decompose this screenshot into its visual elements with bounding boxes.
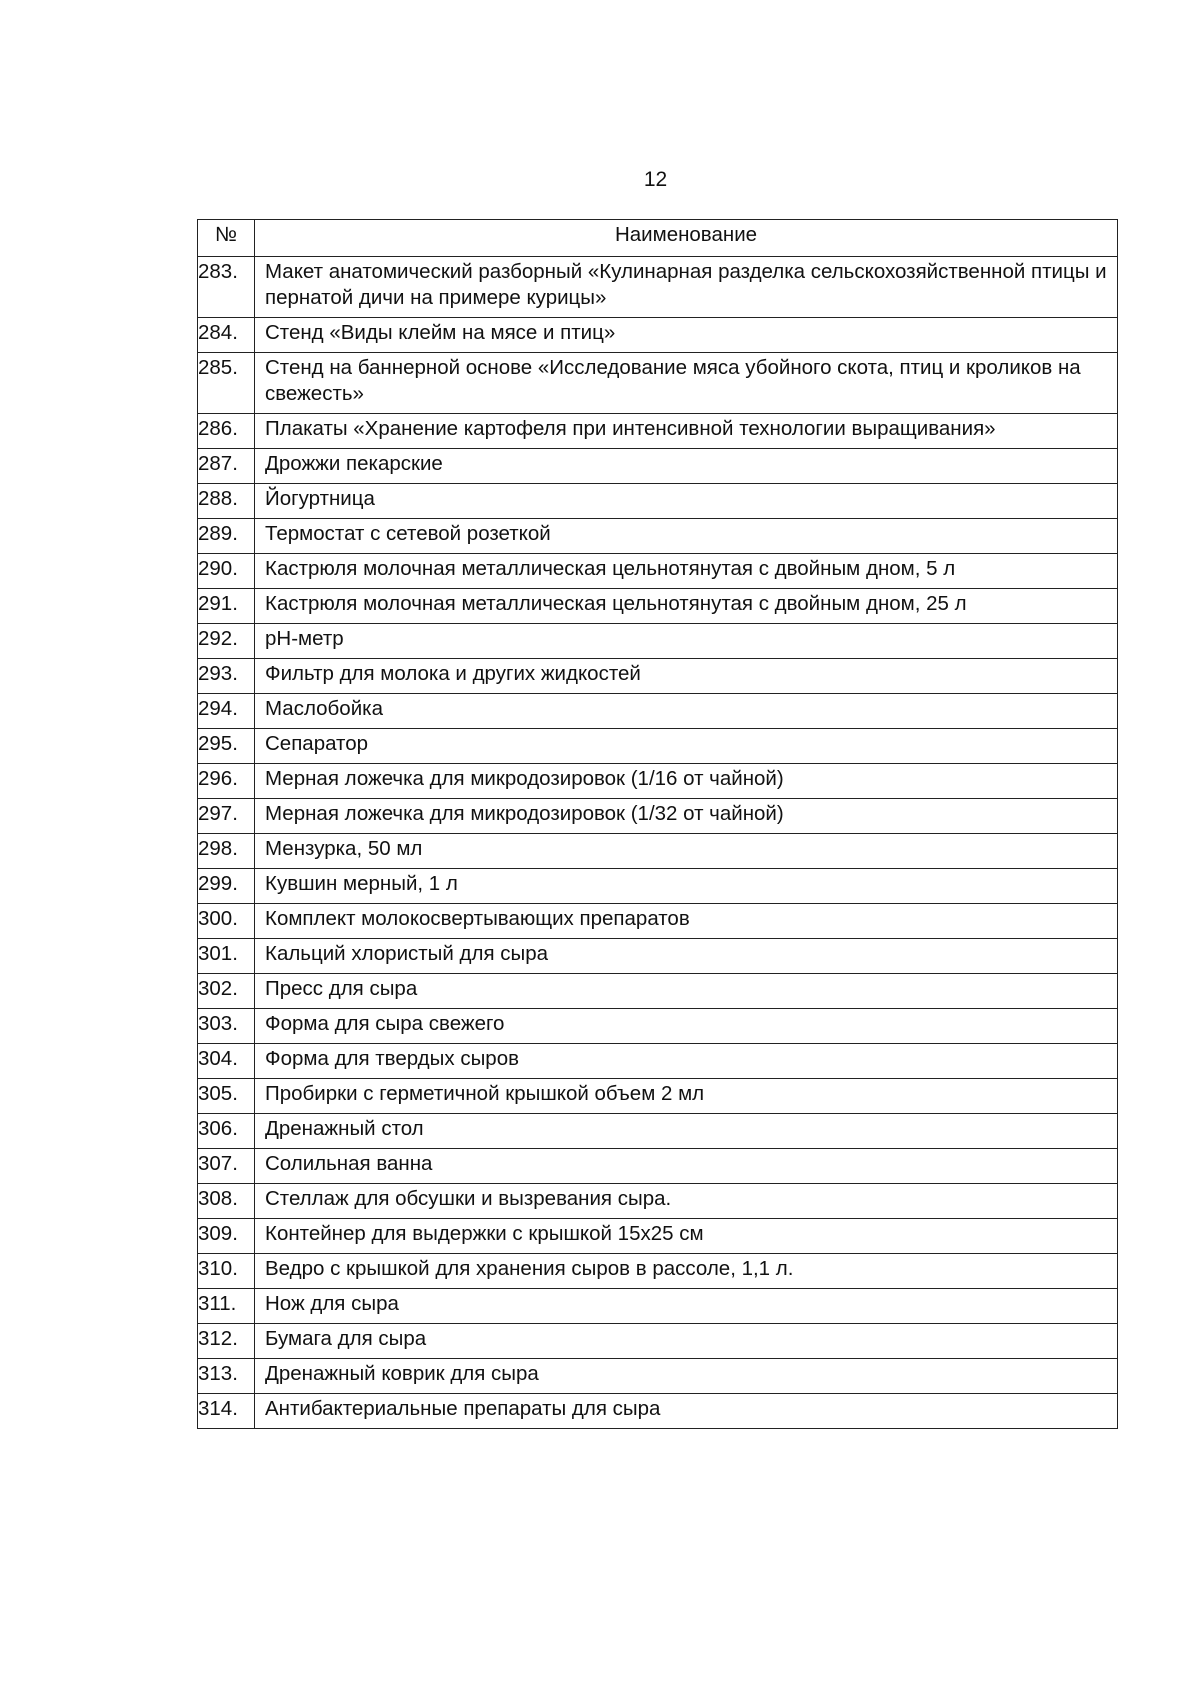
table-row <box>198 799 1118 834</box>
table-row <box>198 449 1118 484</box>
table-row <box>198 1184 1118 1219</box>
table-row <box>198 624 1118 659</box>
row-number: 312. <box>198 1324 255 1359</box>
item-name: Солильная ванна <box>255 1149 1118 1184</box>
table-row <box>198 869 1118 904</box>
table-row <box>198 904 1118 939</box>
item-name: Мензурка, 50 мл <box>255 834 1118 869</box>
table-row <box>198 834 1118 869</box>
item-name: Мерная ложечка для микродозировок (1/32 от чайной) <box>255 799 1118 834</box>
row-number: 287. <box>198 449 255 484</box>
table-row <box>198 1289 1118 1324</box>
table-row <box>198 257 1118 318</box>
row-number: 285. <box>198 353 255 414</box>
column-header-name: Наименование <box>255 220 1118 257</box>
item-name: Стеллаж для обсушки и вызревания сыра. <box>255 1184 1118 1219</box>
table-row <box>198 414 1118 449</box>
item-name: Макет анатомический разборный «Кулинарная разделка сельскохозяйственной птицы и пернатой дичи на примере курицы» <box>255 257 1118 318</box>
table-row <box>198 1219 1118 1254</box>
row-number: 300. <box>198 904 255 939</box>
item-name: Форма для твердых сыров <box>255 1044 1118 1079</box>
item-name: Плакаты «Хранение картофеля при интенсивной технологии выращивания» <box>255 414 1118 449</box>
table-row <box>198 1149 1118 1184</box>
item-name: pH-метр <box>255 624 1118 659</box>
table-row <box>198 1009 1118 1044</box>
table-row <box>198 1394 1118 1429</box>
table-row <box>198 1324 1118 1359</box>
item-name: Антибактериальные препараты для сыра <box>255 1394 1118 1429</box>
column-header-number: № <box>198 220 255 257</box>
table-row <box>198 764 1118 799</box>
row-number: 306. <box>198 1114 255 1149</box>
table-row <box>198 1359 1118 1394</box>
item-name: Пресс для сыра <box>255 974 1118 1009</box>
table-row <box>198 659 1118 694</box>
row-number: 299. <box>198 869 255 904</box>
row-number: 291. <box>198 589 255 624</box>
item-name: Кастрюля молочная металлическая цельнотянутая с двойным дном, 25 л <box>255 589 1118 624</box>
row-number: 288. <box>198 484 255 519</box>
items-table <box>197 219 1118 1429</box>
table-row <box>198 589 1118 624</box>
item-name: Нож для сыра <box>255 1289 1118 1324</box>
row-number: 311. <box>198 1289 255 1324</box>
item-name: Комплект молокосвертывающих препаратов <box>255 904 1118 939</box>
item-name: Контейнер для выдержки с крышкой 15х25 см <box>255 1219 1118 1254</box>
row-number: 296. <box>198 764 255 799</box>
table-body <box>198 257 1118 1429</box>
table-row <box>198 519 1118 554</box>
table-row <box>198 729 1118 764</box>
row-number: 283. <box>198 257 255 318</box>
row-number: 303. <box>198 1009 255 1044</box>
item-name: Йогуртница <box>255 484 1118 519</box>
row-number: 314. <box>198 1394 255 1429</box>
item-name: Форма для сыра свежего <box>255 1009 1118 1044</box>
item-name: Фильтр для молока и других жидкостей <box>255 659 1118 694</box>
row-number: 295. <box>198 729 255 764</box>
item-name: Мерная ложечка для микродозировок (1/16 от чайной) <box>255 764 1118 799</box>
row-number: 297. <box>198 799 255 834</box>
row-number: 301. <box>198 939 255 974</box>
table-row <box>198 1044 1118 1079</box>
row-number: 293. <box>198 659 255 694</box>
item-name: Стенд на баннерной основе «Исследование мяса убойного скота, птиц и кроликов на свежесть» <box>255 353 1118 414</box>
table-row <box>198 318 1118 353</box>
table-row <box>198 694 1118 729</box>
page-number: 12 <box>643 168 668 191</box>
table-row <box>198 1254 1118 1289</box>
row-number: 309. <box>198 1219 255 1254</box>
table-row <box>198 1114 1118 1149</box>
item-name: Ведро с крышкой для хранения сыров в рассоле, 1,1 л. <box>255 1254 1118 1289</box>
table-row <box>198 554 1118 589</box>
item-name: Дренажный стол <box>255 1114 1118 1149</box>
item-name: Дренажный коврик для сыра <box>255 1359 1118 1394</box>
row-number: 284. <box>198 318 255 353</box>
table-row <box>198 939 1118 974</box>
item-name: Термостат с сетевой розеткой <box>255 519 1118 554</box>
row-number: 290. <box>198 554 255 589</box>
table-row <box>198 1079 1118 1114</box>
row-number: 304. <box>198 1044 255 1079</box>
row-number: 292. <box>198 624 255 659</box>
row-number: 305. <box>198 1079 255 1114</box>
row-number: 298. <box>198 834 255 869</box>
row-number: 294. <box>198 694 255 729</box>
table-row <box>198 353 1118 414</box>
row-number: 286. <box>198 414 255 449</box>
row-number: 308. <box>198 1184 255 1219</box>
item-name: Пробирки с герметичной крышкой объем 2 мл <box>255 1079 1118 1114</box>
item-name: Кастрюля молочная металлическая цельнотянутая с двойным дном, 5 л <box>255 554 1118 589</box>
item-name: Дрожжи пекарские <box>255 449 1118 484</box>
item-name: Кальций хлористый для сыра <box>255 939 1118 974</box>
item-name: Стенд «Виды клейм на мясе и птиц» <box>255 318 1118 353</box>
row-number: 307. <box>198 1149 255 1184</box>
item-name: Кувшин мерный, 1 л <box>255 869 1118 904</box>
table-row <box>198 974 1118 1009</box>
row-number: 289. <box>198 519 255 554</box>
row-number: 310. <box>198 1254 255 1289</box>
row-number: 302. <box>198 974 255 1009</box>
item-name: Маслобойка <box>255 694 1118 729</box>
item-name: Бумага для сыра <box>255 1324 1118 1359</box>
row-number: 313. <box>198 1359 255 1394</box>
table-header-row <box>198 220 1118 257</box>
item-name: Сепаратор <box>255 729 1118 764</box>
table-row <box>198 484 1118 519</box>
